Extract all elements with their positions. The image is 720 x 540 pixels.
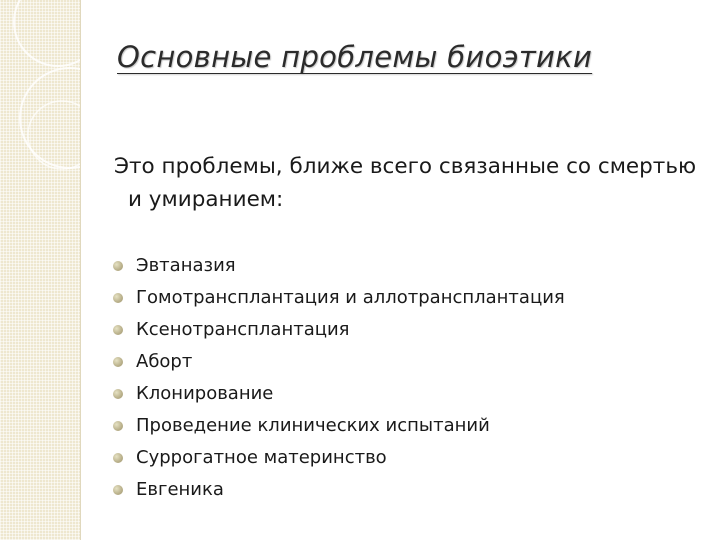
list-item-label: Проведение клинических испытаний [136, 415, 490, 436]
list-item-label: Эвтаназия [136, 255, 236, 276]
list-item [112, 410, 702, 442]
bullet-icon [113, 357, 123, 367]
list-item [112, 378, 702, 410]
list-item [112, 442, 702, 474]
bullet-icon [113, 325, 123, 335]
list-item-label: Аборт [136, 351, 193, 372]
bullet-icon [113, 293, 123, 303]
bullet-icon [113, 421, 123, 431]
list-item-label: Клонирование [136, 383, 274, 404]
decorative-side-band [0, 0, 80, 540]
list-item-label: Суррогатное материнство [136, 447, 387, 468]
bullet-icon [113, 485, 123, 495]
list-item-label: Гомотрансплантация и аллотрансплантация [136, 287, 565, 308]
band-divider [80, 0, 81, 540]
intro-text: Это проблемы, ближе всего связанные со смертью и умиранием: [114, 154, 697, 212]
list-item-label: Ксенотрансплантация [136, 319, 350, 340]
bullet-icon [113, 453, 123, 463]
list-item [112, 346, 702, 378]
list-item [112, 314, 702, 346]
bullet-icon [113, 261, 123, 271]
decorative-circles [0, 0, 80, 260]
list-item-label: Евгеника [136, 479, 224, 500]
list-item [112, 250, 702, 282]
slide-title: Основные проблемы биоэтики [117, 40, 593, 74]
problems-list [112, 250, 702, 506]
bullet-icon [113, 389, 123, 399]
list-item [112, 474, 702, 506]
list-item [112, 282, 702, 314]
